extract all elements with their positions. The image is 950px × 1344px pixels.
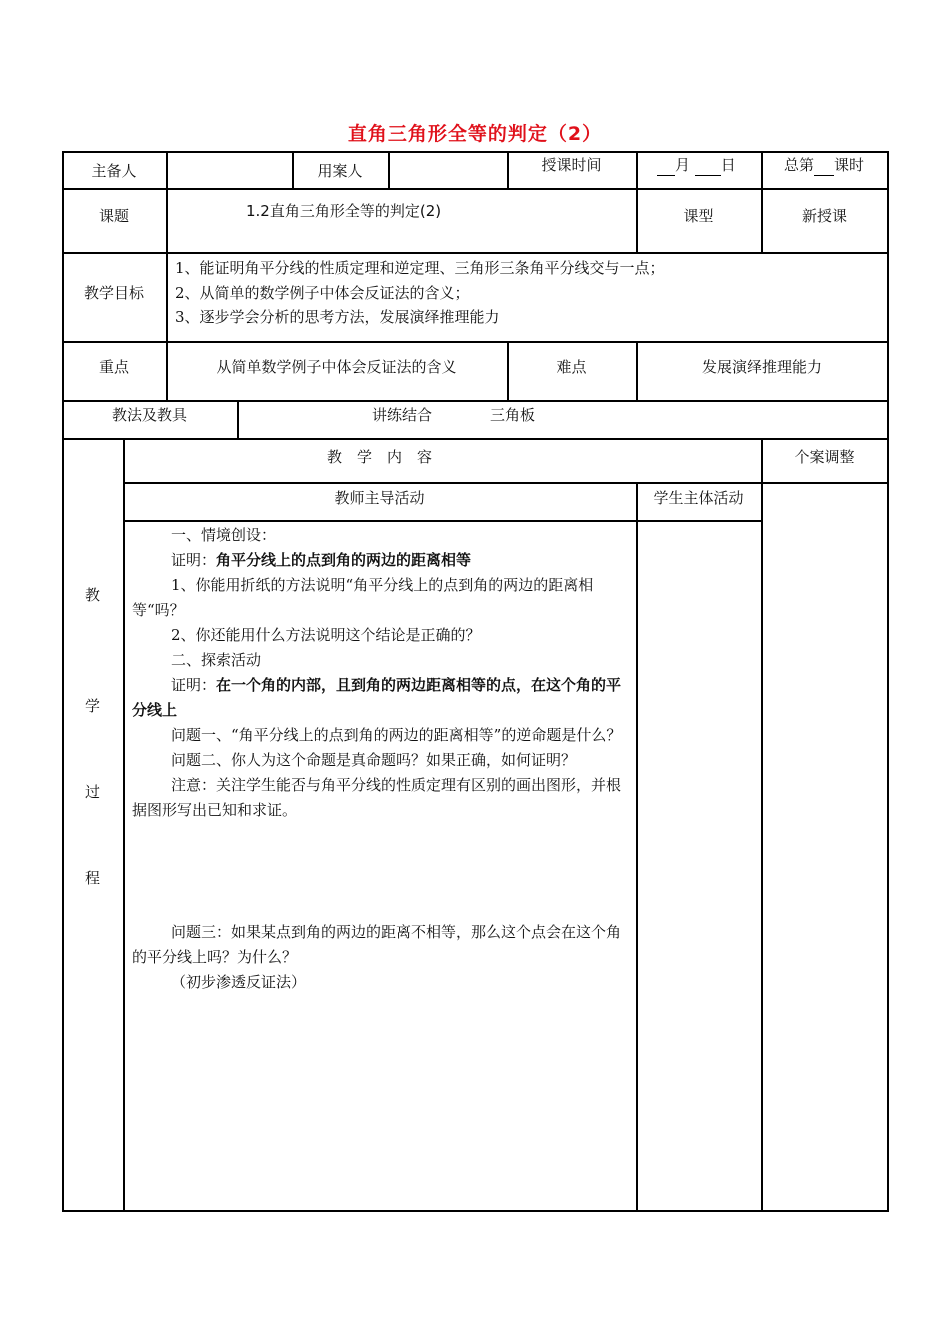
- objective-item: 2、从简单的数学例子中体会反证法的含义；: [175, 284, 470, 302]
- content-header: 教 学 内 容: [326, 448, 432, 466]
- content-line: 问题二、你人为这个命题是真命题吗？如果正确，如何证明？: [171, 751, 577, 769]
- process-side-char: 过: [84, 783, 100, 801]
- document-title: 直角三角形全等的判定（2）: [347, 123, 603, 145]
- teacher-activity-header: 教师主导活动: [334, 489, 425, 507]
- total-suffix: 课时: [834, 156, 865, 174]
- objective-item: 3、逐步学会分析的思考方法，发展演绎推理能力: [175, 308, 500, 326]
- adjustment-header: 个案调整: [794, 448, 855, 466]
- process-side-char: 程: [84, 869, 100, 887]
- lesson-type-label: 课型: [683, 207, 714, 225]
- content-line: 注意：关注学生能否与角平分线的性质定理有区别的画出图形，并根据图形写出已知和求证。: [132, 776, 622, 819]
- content-line: 一、情境创设：: [171, 526, 277, 544]
- content-line: 二、探索活动: [171, 651, 262, 669]
- teaching-time-label: 授课时间: [541, 156, 602, 174]
- content-line: 证明：在一个角的内部，且到角的两边距离相等的点，在这个角的平分线上: [132, 676, 622, 719]
- content-line: （初步渗透反证法）: [171, 973, 307, 991]
- difficulty-value: 发展演绎推理能力: [701, 358, 822, 376]
- month-label: 月: [675, 156, 691, 174]
- content-line: 1、你能用折纸的方法说明“角平分线上的点到角的两边的距离相等“吗？: [132, 576, 594, 619]
- content-line: 问题三：如果某点到角的两边的距离不相等，那么这个点会在这个角的平分线上吗？为什么？: [132, 923, 622, 966]
- topic-label: 课题: [98, 207, 129, 225]
- teacher-activity-content: [132, 523, 628, 823]
- key-point-value: 从简单数学例子中体会反证法的含义: [216, 358, 457, 376]
- teacher-activity-content-2: [132, 920, 628, 995]
- user-label: 用案人: [317, 162, 363, 180]
- key-point-label: 重点: [98, 358, 129, 376]
- objective-item: 1、能证明角平分线的性质定理和逆定理、三角形三条角平分线交与一点；: [175, 259, 665, 277]
- method-value-2: 三角板: [490, 406, 536, 424]
- total-lessons-field: [784, 155, 864, 176]
- method-value-1: 讲练结合: [372, 406, 433, 424]
- topic-value: 1.2直角三角形全等的判定(2): [246, 202, 442, 220]
- lesson-type-value: 新授课: [801, 207, 847, 225]
- method-label: 教法及教具: [111, 406, 187, 424]
- process-side-char: 学: [84, 697, 100, 715]
- content-line: 2、你还能用什么方法说明这个结论是正确的？: [171, 626, 481, 644]
- student-activity-header: 学生主体活动: [653, 489, 744, 507]
- content-line: 证明：角平分线上的点到角的两边的距离相等: [171, 551, 472, 569]
- total-prefix: 总第: [784, 156, 815, 174]
- date-field: [657, 155, 736, 176]
- process-side-char: 教: [84, 586, 100, 604]
- difficulty-label: 难点: [556, 358, 587, 376]
- preparer-label: 主备人: [91, 162, 137, 180]
- content-line: 问题一、“角平分线上的点到角的两边的距离相等”的逆命题是什么？: [171, 726, 622, 744]
- day-label: 日: [720, 156, 736, 174]
- objectives-label: 教学目标: [83, 284, 144, 302]
